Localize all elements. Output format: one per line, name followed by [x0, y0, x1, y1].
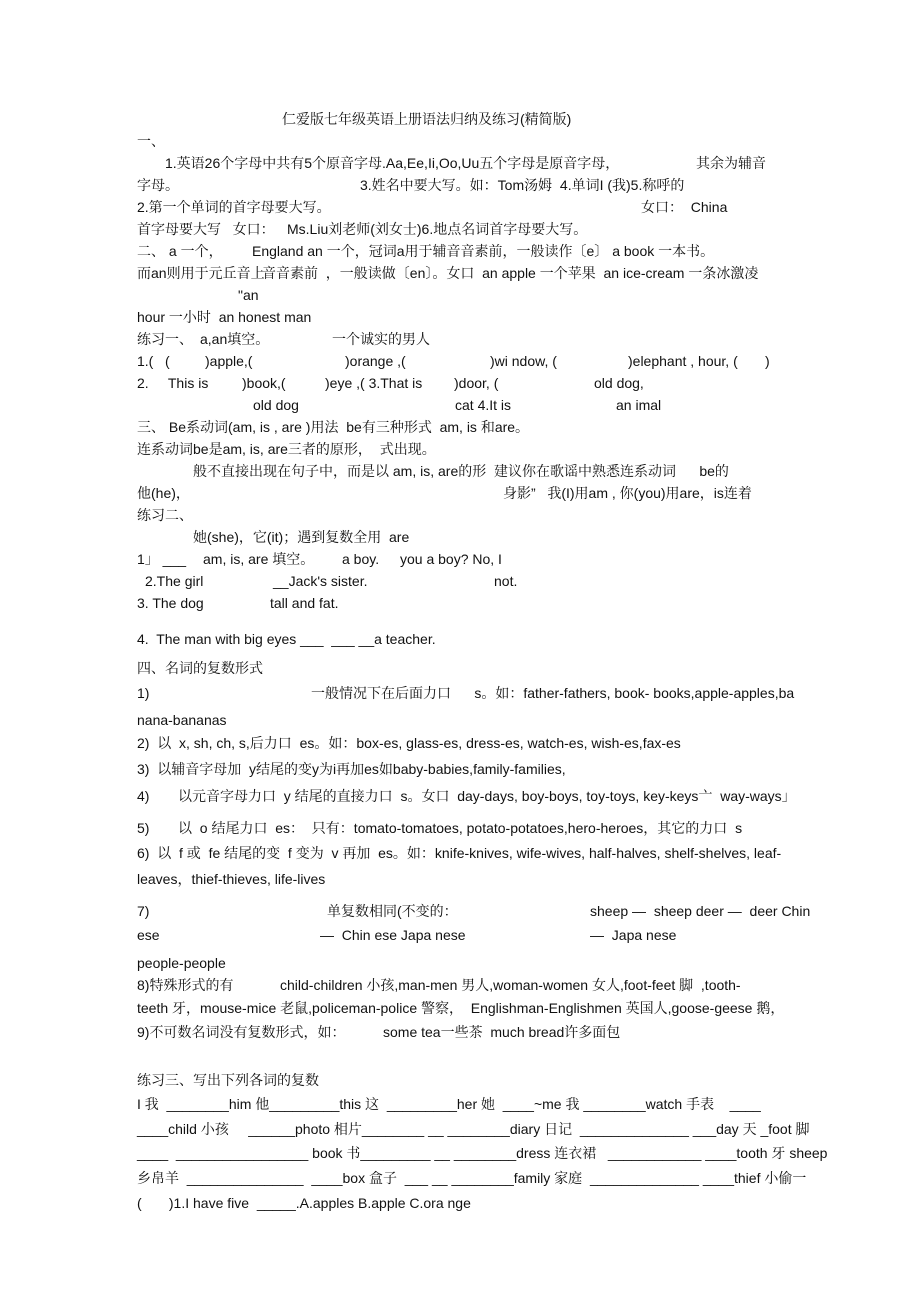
text-line: 连系动词be是am, is, are三者的原形， 式出现。	[137, 441, 436, 457]
text-line: tall and fat.	[270, 595, 339, 611]
section-heading: 三、 Be系动词(am, is , are )用法 be有三种形式 am, is 和are。	[137, 419, 530, 435]
text-line: 5)	[137, 820, 150, 836]
text-line: 7)	[137, 903, 150, 919]
text-line: 女口： China	[641, 199, 728, 215]
text-line: cat 4.It is	[455, 397, 512, 413]
text-line: 2.第一个单词的首字母要大写。	[137, 199, 331, 215]
text-line: sheep — sheep deer — deer Chin	[590, 903, 811, 919]
text-line: 8)特殊形式的有	[137, 977, 234, 993]
exercise-line: ( )1.I have five _____.A.apples B.apple C.ora nge	[137, 1195, 471, 1211]
exercise-heading: 练习三、写出下列各词的复数	[137, 1072, 319, 1088]
text-line: 2) 以 x, sh, ch, s,后力口 es。如：box-es, glass-es, dress-es, watch-es, wish-es,fax-es	[137, 735, 681, 751]
text-line: 其余为辅音	[696, 155, 766, 171]
text-line: a boy.	[342, 551, 380, 567]
section-heading: 一、	[137, 133, 165, 149]
text-line: — Chin ese Japa nese	[320, 927, 466, 943]
text-line: teeth 牙，mouse-mice 老鼠,policeman-police 警察， Englishman-Englishmen 英国人,goose-geese 鹅，	[137, 1000, 785, 1016]
text-line: — Japa nese	[590, 927, 677, 943]
exercise-line: ____ _________________ book 书_________ __ ________dress 连衣裙 ____________ ____tooth 牙 sheep	[137, 1145, 828, 1161]
text-line: 以元音字母力口 y 结尾的直接力口 s。女口 day-days, boy-boys, toy-toys, key-keys亠 way-ways」	[178, 788, 796, 804]
text-line: nana-bananas	[137, 712, 227, 728]
text-line: 一个诚实的男人	[332, 331, 430, 347]
exercise-line: ____child 小孩 ______photo 相片________ __ ________diary 日记 ______________ ___day 天 _foot 脚	[137, 1121, 810, 1137]
text-line: 1.( (	[137, 353, 170, 369]
text-line: )elephant , hour, ( )	[628, 353, 770, 369]
text-line: 4. The man with big eyes ___ ___ __a teacher.	[137, 631, 436, 647]
text-line: an imal	[616, 397, 662, 413]
text-line: 1)	[137, 685, 150, 701]
text-line: 4)	[137, 788, 150, 804]
text-line: a,an填空。	[200, 331, 270, 347]
text-line: 她(she)，它(it)；遇到复数全用 are	[193, 529, 410, 545]
text-line: 而an则用于元丘音上	[137, 265, 265, 281]
text-line: 3.姓名中要大写。如：Tom汤姆 4.单词I (我)5.称呼的	[360, 177, 685, 193]
text-line: 6) 以 f 或 fe 结尾的变 f 变为 v 再加 es。如：knife-knives, wife-wives, half-halves, shelf-shelves, leaf-	[137, 845, 782, 861]
text-line: 字母。	[137, 177, 179, 193]
text-line: 音音素前 ，一般读做〔en〕。女口 an apple 一个苹果 an ice-cream 一条冰激凌	[262, 265, 759, 281]
text-line: am, is, are 填空。	[203, 551, 315, 567]
section-heading: 二、 a 一个，	[137, 243, 223, 259]
exercise-line: I 我 ________him 他_________this 这 _________her 她 ____~me 我 ________watch 手表 ____	[137, 1096, 761, 1112]
text-line: England an 一个，冠词a用于辅音音素前，一般读作〔e〕 a book 一本书。	[252, 243, 715, 259]
text-line: leaves，thief-thieves, life-lives	[137, 871, 326, 887]
text-line: 一般情况下在后面力口 s。如：father-fathers, book- books,apple-apples,ba	[311, 685, 795, 701]
text-line: ese	[137, 927, 160, 943]
text-line: 身影” 我(I)用am , 你(you)用are，is连着	[503, 485, 752, 501]
text-line: )apple,(	[205, 353, 253, 369]
exercise-heading: 练习二、	[137, 507, 193, 523]
text-line: 般不直接出现在句子中，而是以 am, is, are的形 建议你在歌谣中熟悉连系动词 be的	[193, 463, 729, 479]
text-line: )orange ,(	[345, 353, 406, 369]
text-line: 单复数相同(不变的：	[327, 903, 458, 919]
text-line: 以 o 结尾力口 es： 只有：tomato-tomatoes, potato-potatoes,hero-heroes，其它的力口 s	[178, 820, 743, 836]
text-line: 2. This is	[137, 375, 209, 391]
text-line: old dog	[253, 397, 299, 413]
text-line: 1」 ___	[137, 551, 187, 567]
text-line: 1.英语26个字母中共有5个原音字母.Aa,Ee,Ii,Oo,Uu五个字母是原音字母，	[165, 155, 620, 171]
text-line: not.	[494, 573, 518, 589]
exercise-line: 乡帛羊 _______________ ____box 盒子 ___ __ ________family 家庭 ______________ ____thief 小偷一	[137, 1170, 807, 1186]
text-line: hour 一小时 an honest man	[137, 309, 312, 325]
text-line: people-people	[137, 955, 226, 971]
text-line: 他(he)，	[137, 485, 190, 501]
exercise-heading: 练习一、	[137, 331, 193, 347]
text-line: __Jack's sister.	[273, 573, 368, 589]
text-line: Ms.Liu刘老师(刘女士)6.地点名词首字母要大写。	[287, 221, 588, 237]
text-line: some tea一些茶 much bread许多面包	[383, 1024, 621, 1040]
text-line: old dog,	[594, 375, 644, 391]
text-line: 首字母要大写 女口：	[137, 221, 275, 237]
text-line: child-children 小孩,man-men 男人,woman-women 女人,foot-feet 脚 ,tooth-	[280, 977, 741, 993]
section-heading: 四、名词的复数形式	[137, 660, 263, 676]
text-line: 3) 以辅音字母加 y结尾的变y为i再加es如baby-babies,family-families,	[137, 761, 566, 777]
text-line: )eye ,( 3.That is	[325, 375, 423, 391]
document-title: 仁爱版七年级英语上册语法归纳及练习(精简版)	[282, 111, 572, 127]
text-line: 2.The girl	[145, 573, 204, 589]
text-line: )book,(	[242, 375, 286, 391]
text-line: 3. The dog	[137, 595, 204, 611]
text-line: )wi ndow, (	[490, 353, 557, 369]
text-line: "an	[238, 287, 259, 303]
text-line: you a boy? No, I	[400, 551, 502, 567]
text-line: )door, (	[454, 375, 499, 391]
text-line: 9)不可数名词没有复数形式，如：	[137, 1024, 346, 1040]
